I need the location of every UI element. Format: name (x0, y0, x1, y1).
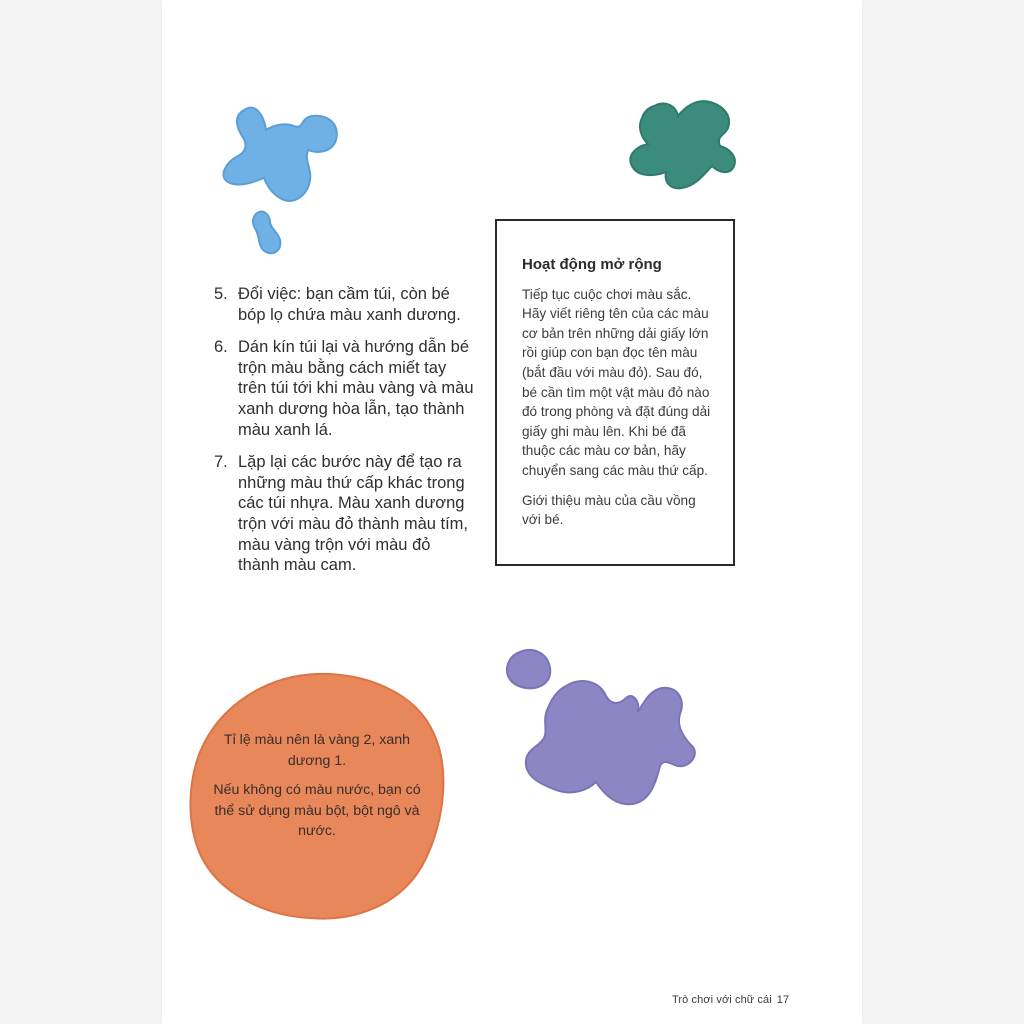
tip-alternative: Nếu không có màu nước, bạn có thể sử dụng màu bột, bột ngô và nước. (213, 782, 421, 839)
step-number: 7. (214, 453, 228, 472)
extension-activity-box (495, 219, 735, 566)
page-footer (672, 994, 789, 1006)
purple-paint-splat (500, 642, 710, 812)
tip-ratio: Tỉ lệ màu nên là vàng 2, xanh dương 1. (223, 732, 411, 769)
step-number: 5. (214, 285, 228, 303)
footer-book-title: Trò chơi với chữ cái (672, 994, 772, 1006)
blue-paint-splat (212, 96, 362, 266)
extension-box-title: Hoạt động mở rộng (522, 256, 662, 273)
step-item (214, 337, 476, 440)
purple-splat-drop (507, 650, 550, 688)
extension-box-paragraph: Giới thiệu màu của cầu vồng với bé. (522, 492, 696, 528)
footer-page-number: 17 (776, 994, 790, 1006)
step-item (214, 284, 476, 325)
step-item (214, 452, 476, 576)
step-text: Lặp lại các bước này để tạo ra những màu thứ cấp khác trong các túi nhựa. Màu xanh dương trộn với màu đỏ thành màu tím, màu vàng trộn với màu đỏ thành màu cam. (238, 453, 469, 575)
green-paint-splat (624, 96, 744, 196)
instruction-steps (214, 284, 476, 588)
step-text: Dán kín túi lại và hướng dẫn bé trộn màu bằng cách miết tay trên túi tới khi màu vàng và màu xanh dương hòa lẫn, tạo thành màu xanh lá. (238, 338, 474, 439)
step-number: 6. (214, 338, 228, 357)
step-text: Đổi việc: bạn cầm túi, còn bé bóp lọ chứa màu xanh dương. (238, 285, 461, 324)
blue-splat-drop (253, 212, 280, 254)
purple-splat-main (526, 681, 695, 804)
blue-splat-main (223, 108, 336, 201)
extension-box-paragraph: Tiếp tục cuộc chơi màu sắc. Hãy viết riêng tên của các màu cơ bản trên những dải giấy lớn rồi giúp con bạn đọc tên màu (bắt đầu với màu đỏ). Sau đó, bé cần tìm một vật màu đỏ nào đó trong phòng và đặt đúng dải giấy ghi màu lên. Khi bé đã thuộc các màu cơ bản, hãy chuyển sang các màu thứ cấp. (522, 286, 711, 478)
tip-circle-text (208, 730, 426, 851)
